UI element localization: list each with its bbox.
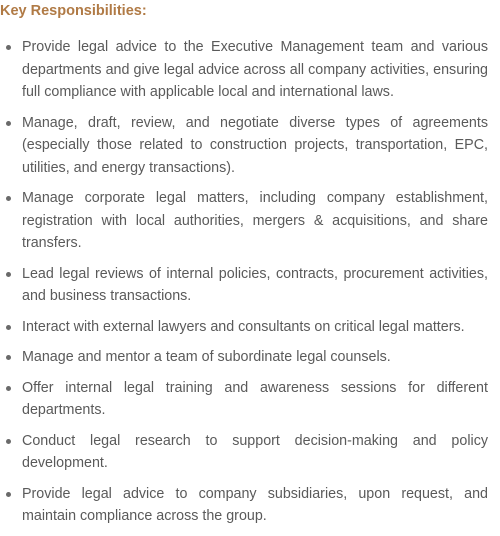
bullet-icon [6, 492, 11, 497]
list-item-text: Conduct legal research to support decision-making and policy development. [22, 432, 488, 471]
list-item [0, 187, 500, 255]
list-item-text: Manage, draft, review, and negotiate diverse types of agreements (especially those related to construction projects, transportation, EPC, utilities, and energy transactions). [22, 114, 488, 176]
list-item-text: Interact with external lawyers and consultants on critical legal matters. [22, 318, 465, 335]
bullet-icon [6, 45, 11, 50]
list-item-text: Lead legal reviews of internal policies, contracts, procurement activities, and business transactions. [22, 265, 488, 304]
list-item-text: Provide legal advice to company subsidiaries, upon request, and maintain compliance across the group. [22, 485, 488, 524]
list-item [0, 316, 500, 339]
bullet-icon [6, 272, 11, 277]
list-item [0, 346, 500, 369]
bullet-icon [6, 386, 11, 391]
list-item-text: Manage and mentor a team of subordinate legal counsels. [22, 349, 391, 365]
bullet-icon [6, 439, 11, 444]
list-item [0, 483, 500, 528]
list-item [0, 112, 500, 180]
list-item-text: Offer internal legal training and awareness sessions for different departments. [22, 379, 488, 418]
section-heading: Key Responsibilities: [0, 3, 147, 19]
list-item [0, 263, 500, 308]
list-item [0, 377, 500, 422]
bullet-icon [6, 355, 11, 360]
bullet-icon [6, 325, 11, 330]
list-item-text: Manage corporate legal matters, including company establishment, registration with local authorities, mergers & acquisitions, and share transfers. [22, 190, 488, 251]
list-item [0, 36, 500, 104]
responsibilities-list [0, 36, 500, 536]
list-item-text: Provide legal advice to the Executive Management team and various departments and give legal advice across all company activities, ensuring full compliance with applicable local and international laws. [22, 39, 488, 100]
bullet-icon [6, 196, 11, 201]
list-item [0, 430, 500, 475]
bullet-icon [6, 121, 11, 126]
